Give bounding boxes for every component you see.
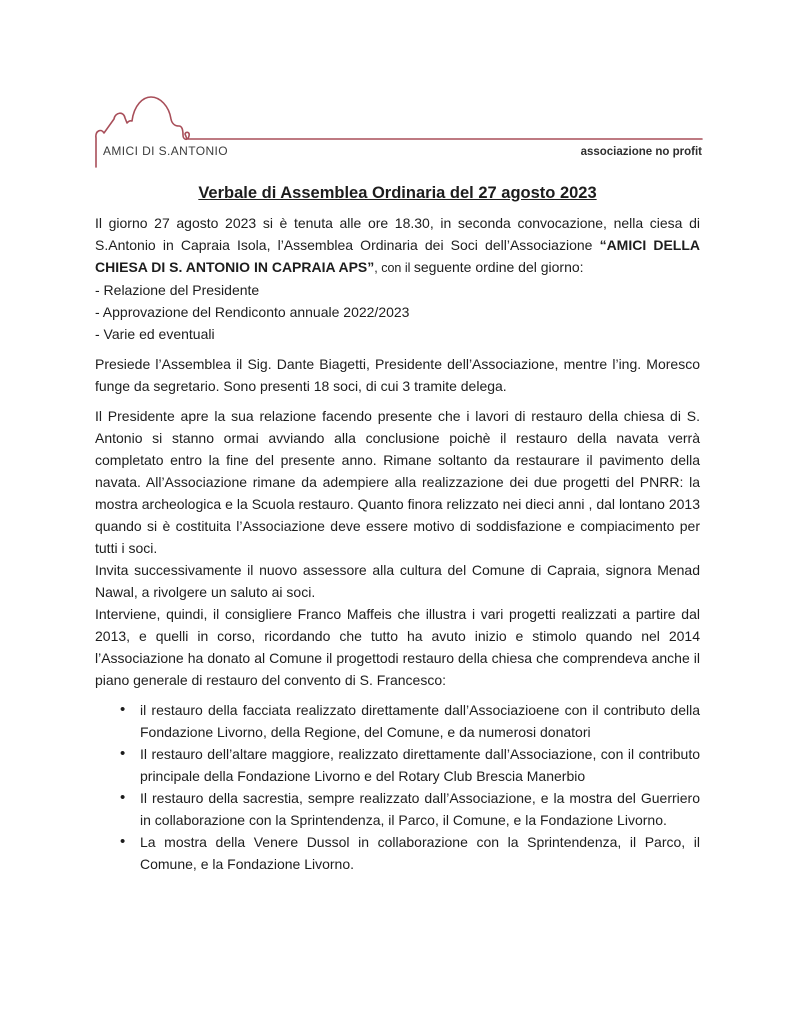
logo-wordmark: AMICI DI S.ANTONIO [103,144,228,158]
document-body [95,182,700,875]
intro-con-il: , con il [374,261,414,275]
paragraph-invita: Invita successivamente il nuovo assessore alla cultura del Comune di Capraia, signora Menad Nawal, a rivolgere un saluto ai soci. [95,562,700,600]
letterhead [90,88,706,168]
agenda-item: - Relazione del Presidente [95,282,260,298]
paragraph-interviene: Interviene, quindi, il consigliere Franco Maffeis che illustra i vari progetti realizzati a partire dal 2013, e quelli in corso, ricordando che tutto ha avuto inizio e stimolo quando nel 2014 l’Associazione ha donato al Comune il progettodi restauro della chiesa che comprendeva anche il piano generale di restauro del convento di S. Francesco: [95,606,700,688]
intro-paragraph [95,212,700,279]
agenda-item: - Approvazione del Rendiconto annuale 2022/2023 [95,304,410,320]
intro-text-pre: Il giorno 27 agosto 2023 si è tenuta alle ore 18.30, in seconda convocazione, nella ciesa di S.Antonio in Capraia Isola, l’Assemblea Ordinaria dei Soci dell’Associazione [95,215,700,253]
bullet-item: • il restauro della facciata realizzato direttamente dall’Associazioene con il contributo della Fondazione Livorno, della Regione, del Comune, e da numerosi donatori [140,699,700,743]
org-name-bold: “AMICI DELLA CHIESA DI S. ANTONIO IN CAPRAIA APS” [95,237,701,275]
document-title: Verbale di Assemblea Ordinaria del 27 agosto 2023 [198,184,597,202]
paragraph-presiede: Presiede l’Assemblea il Sig. Dante Biagetti, Presidente dell’Associazione, mentre l’ing. Moresco funge da segretario. Sono presenti 18 soci, di cui 3 tramite delega. [95,356,700,394]
paragraph-relazione: Il Presidente apre la sua relazione facendo presente che i lavori di restauro della chiesa di S. Antonio si stanno ormai avviando alla conclusione poichè il restauro della navata verrà completato entro la fine del presente anno. Rimane soltanto da restaurare il pavimento della navata. All’Associazione rimane da adempiere alla realizzazione dei due progetti del PNRR: la mostra archeologica e la Scuola restauro. Quanto finora relizzato nei dieci anni , dal lontano 2013 quando si è costituita l’Associazione deve essere motivo di soddisfazione e compiacimento per tutti i soci. [95,408,700,556]
agenda-list [95,279,700,345]
noprofit-tagline: associazione no profit [580,146,702,158]
bullet-item: • Il restauro della sacrestia, sempre realizzato dall’Associazione, e la mostra del Guerriero in collaborazione con la Sprintendenza, il Parco, il Comune, e la Fondazione Livorno. [140,787,700,831]
intro-text-post: seguente ordine del giorno: [413,259,584,275]
agenda-item: - Varie ed eventuali [95,326,215,342]
bullet-item: • La mostra della Venere Dussol in collaborazione con la Sprintendenza, il Parco, il Comune, e la Fondazione Livorno. [140,831,700,875]
bullet-item: • Il restauro dell’altare maggiore, realizzato direttamente dall’Associazione, con il contributo principale della Fondazione Livorno e del Rotary Club Brescia Manerbio [140,743,700,787]
bullet-list [95,699,700,875]
